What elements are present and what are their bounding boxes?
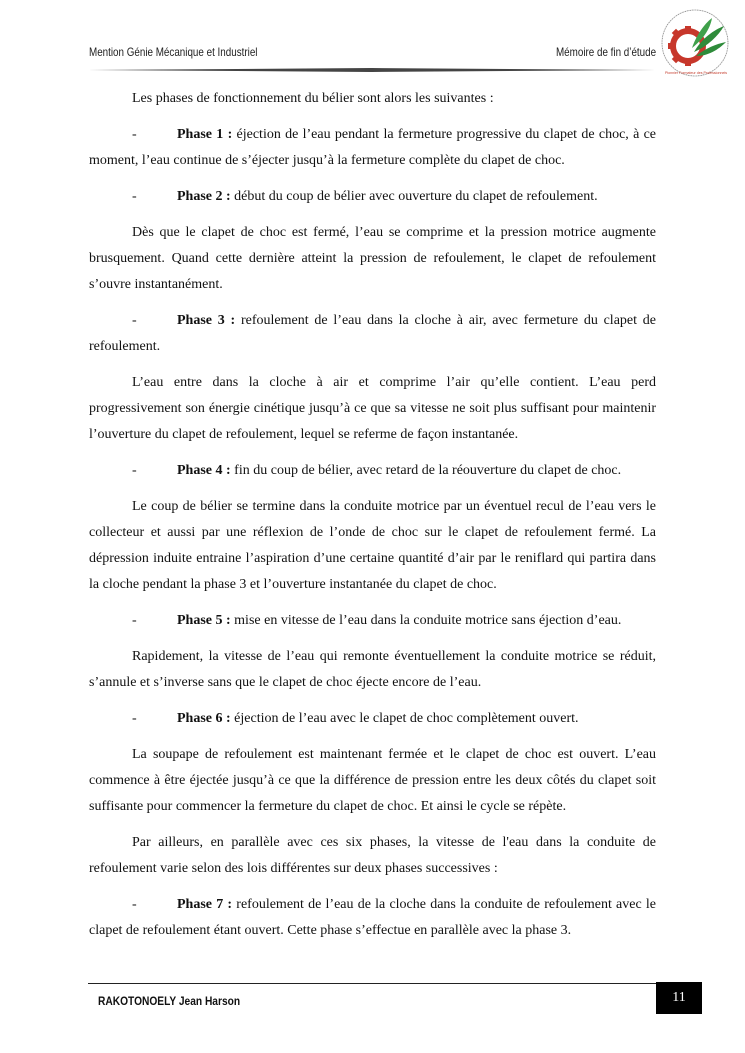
phase-2-item	[89, 184, 656, 210]
phase-2-label: Phase 2 :	[177, 189, 231, 204]
document-body	[89, 86, 656, 954]
page-number: 11	[656, 982, 702, 1014]
phase-6-item	[89, 706, 656, 732]
phase-6-description: La soupape de refoulement est maintenant fermée et le clapet de choc est ouvert. L’eau commence à être éjectée jusqu’à ce que la différence de pression entre les deux côtés du clapet soit suffisante pour commencer la fermeture du clapet de choc. Et ainsi le cycle se répète.	[89, 747, 656, 814]
footer-author: RAKOTONOELY Jean Harson	[98, 994, 241, 1008]
phase-6-text: éjection de l’eau avec le clapet de choc complètement ouvert.	[230, 711, 579, 726]
phase-4-description: Le coup de bélier se termine dans la conduite motrice par un éventuel recul de l’eau vers le collecteur et aussi par une réflexion de l’onde de choc sur le clapet de refoulement fermé. La dépression induite entraine l’aspiration d’une certaine quantité d’air par le reniflard qui partira dans la cloche pendant la phase 3 et l’ouverture instantanée du clapet de choc.	[89, 499, 656, 592]
phase-7-label: Phase 7 :	[177, 897, 233, 912]
phase-3-text: refoulement de l’eau dans la cloche à air, avec fermeture du clapet de refoulement.	[89, 313, 656, 354]
phase-3-description: L’eau entre dans la cloche à air et comprime l’air qu’elle contient. L’eau perd progressivement son énergie cinétique jusqu’à ce que sa vitesse ne soit plus suffisant pour maintenir l’ouverture du clapet de refoulement, lequel se referme de façon instantanée.	[89, 375, 656, 442]
header-divider	[88, 68, 656, 72]
list-dash: -	[132, 711, 137, 726]
phase-4-text: fin du coup de bélier, avec retard de la réouverture du clapet de choc.	[230, 463, 622, 478]
list-dash: -	[132, 189, 137, 204]
refoulement-intro-paragraph: Par ailleurs, en parallèle avec ces six phases, la vitesse de l'eau dans la conduite de refoulement varie selon des lois différentes sur deux phases successives :	[89, 835, 656, 876]
list-dash: -	[132, 897, 137, 912]
list-dash: -	[132, 613, 137, 628]
phase-4-item	[89, 458, 656, 484]
phase-1-item	[89, 122, 656, 174]
list-dash: -	[132, 463, 137, 478]
phase-5-label: Phase 5 :	[177, 613, 231, 628]
phase-7-text: refoulement de l’eau de la cloche dans la conduite de refoulement avec le clapet de refoulement étant ouvert. Cette phase s’effectue en parallèle avec la phase 3.	[89, 897, 656, 938]
phase-3-label: Phase 3 :	[177, 313, 236, 328]
footer-divider	[88, 983, 702, 984]
phase-5-description: Rapidement, la vitesse de l’eau qui remonte éventuellement la conduite motrice se réduit, s’annule et s’inverse sans que le clapet de choc éjecte encore de l’eau.	[89, 649, 656, 690]
phase-3-item	[89, 308, 656, 360]
phase-1-text: éjection de l’eau pendant la fermeture progressive du clapet de choc, à ce moment, l’eau continue de s’éjecter jusqu’à la fermeture complète du clapet de choc.	[89, 127, 656, 168]
header-section-title: Mention Génie Mécanique et Industriel	[89, 45, 258, 59]
phase-7-item	[89, 892, 656, 944]
phase-6-label: Phase 6 :	[177, 711, 231, 726]
phase-2-text: début du coup de bélier avec ouverture du clapet de refoulement.	[230, 189, 598, 204]
phase-2-description: Dès que le clapet de choc est fermé, l’eau se comprime et la pression motrice augmente brusquement. Quand cette dernière atteint la pression de refoulement, le clapet de refoulement s’ouvre instantanément.	[89, 225, 656, 292]
intro-paragraph: Les phases de fonctionnement du bélier sont alors les suivantes :	[132, 91, 494, 106]
phase-4-label: Phase 4 :	[177, 463, 231, 478]
header-document-type: Mémoire de fin d’étude	[555, 45, 656, 59]
phase-1-label: Phase 1 :	[177, 127, 233, 142]
logo-caption: Pionnier Formateur des Professionnels	[664, 71, 728, 75]
list-dash: -	[132, 127, 137, 142]
phase-5-item	[89, 608, 656, 634]
phase-5-text: mise en vitesse de l’eau dans la conduite motrice sans éjection d’eau.	[230, 613, 622, 628]
list-dash: -	[132, 313, 137, 328]
